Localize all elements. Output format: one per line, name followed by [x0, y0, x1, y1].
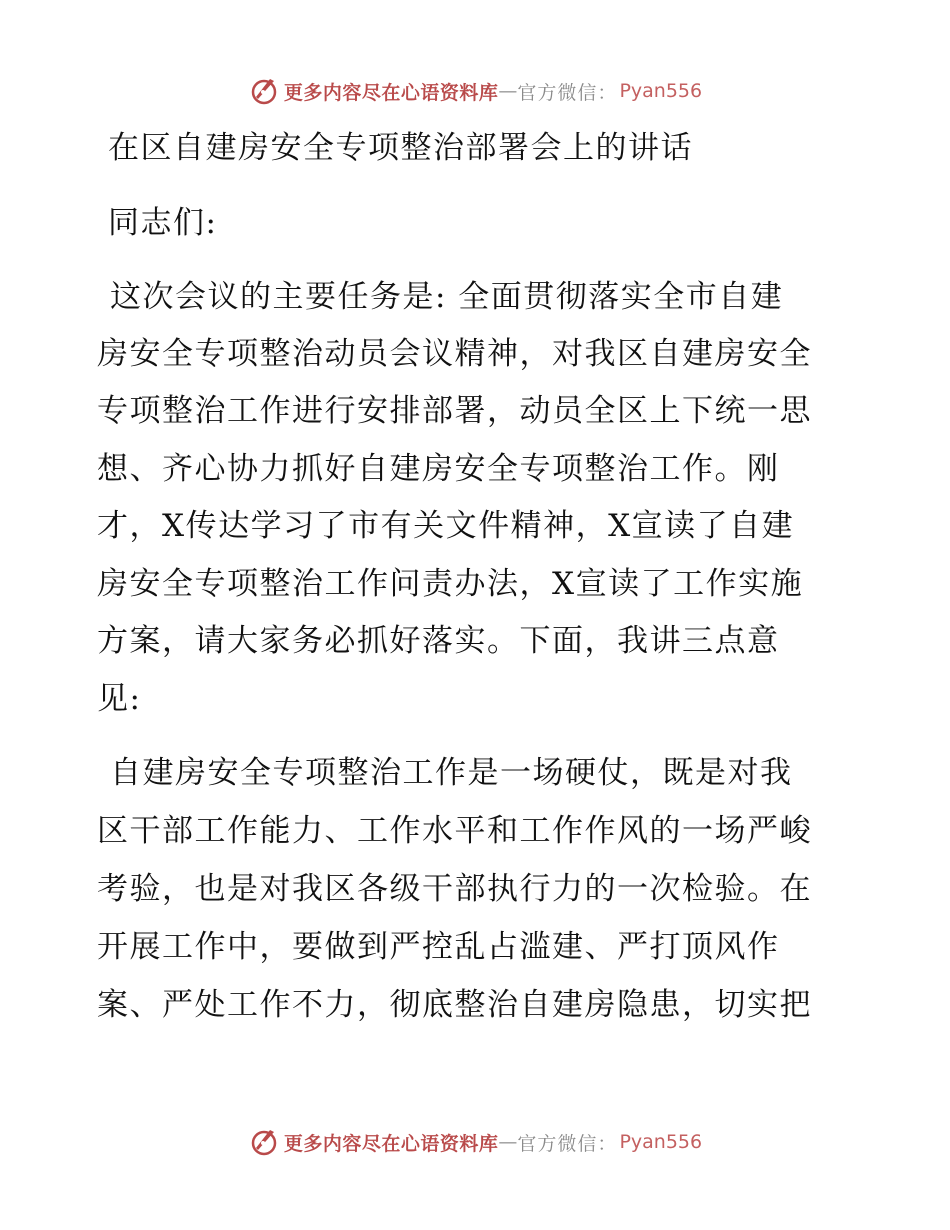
- paragraph-line: 房安全专项整治工作问责办法，X宣读了工作实施: [97, 566, 804, 602]
- watermark-wechat-id: Pyan556: [619, 80, 703, 102]
- watermark-brand-text: 更多内容尽在心语资料库: [283, 81, 499, 104]
- paragraph-line: 这次会议的主要任务是: 全面贯彻落实全市自建: [110, 279, 784, 315]
- paragraph-line: 专项整治工作进行安排部署，动员全区上下统一思: [97, 393, 812, 429]
- quill-logo-icon: [248, 1126, 280, 1158]
- watermark-brand-text: 更多内容尽在心语资料库: [283, 1132, 499, 1155]
- paragraph-line: 考验，也是对我区各级干部执行力的一次检验。在: [97, 871, 812, 907]
- header-watermark: [0, 74, 950, 108]
- watermark-separator: —: [498, 80, 518, 102]
- paragraph-line: 开展工作中，要做到严控乱占滥建、严打顶风作: [97, 929, 780, 965]
- watermark-wechat-id: Pyan556: [619, 1131, 703, 1153]
- footer-watermark: [0, 1125, 950, 1159]
- document-title: 在区自建房安全专项整治部署会上的讲话: [108, 130, 693, 166]
- paragraph-line: 见:: [97, 681, 142, 717]
- paragraph-line: 房安全专项整治动员会议精神，对我区自建房安全: [97, 336, 812, 372]
- paragraph-line: 案、严处工作不力，彻底整治自建房隐患，切实把: [97, 987, 812, 1023]
- paragraph-line: 才，X传达学习了市有关文件精神，X宣读了自建: [97, 508, 795, 544]
- paragraph-line: 方案，请大家务必抓好落实。下面，我讲三点意: [97, 623, 780, 659]
- watermark-separator: —: [498, 1131, 518, 1153]
- watermark-official-label: 官方微信：: [517, 1132, 618, 1155]
- paragraph-line: 自建房安全专项整治工作是一场硬仗，既是对我: [110, 755, 793, 791]
- quill-logo-icon: [248, 75, 280, 107]
- paragraph-line: 想、齐心协力抓好自建房安全专项整治工作。刚: [97, 451, 780, 487]
- paragraph-line: 区干部工作能力、工作水平和工作作风的一场严峻: [97, 813, 812, 849]
- salutation: 同志们:: [108, 205, 218, 241]
- watermark-official-label: 官方微信：: [517, 81, 618, 104]
